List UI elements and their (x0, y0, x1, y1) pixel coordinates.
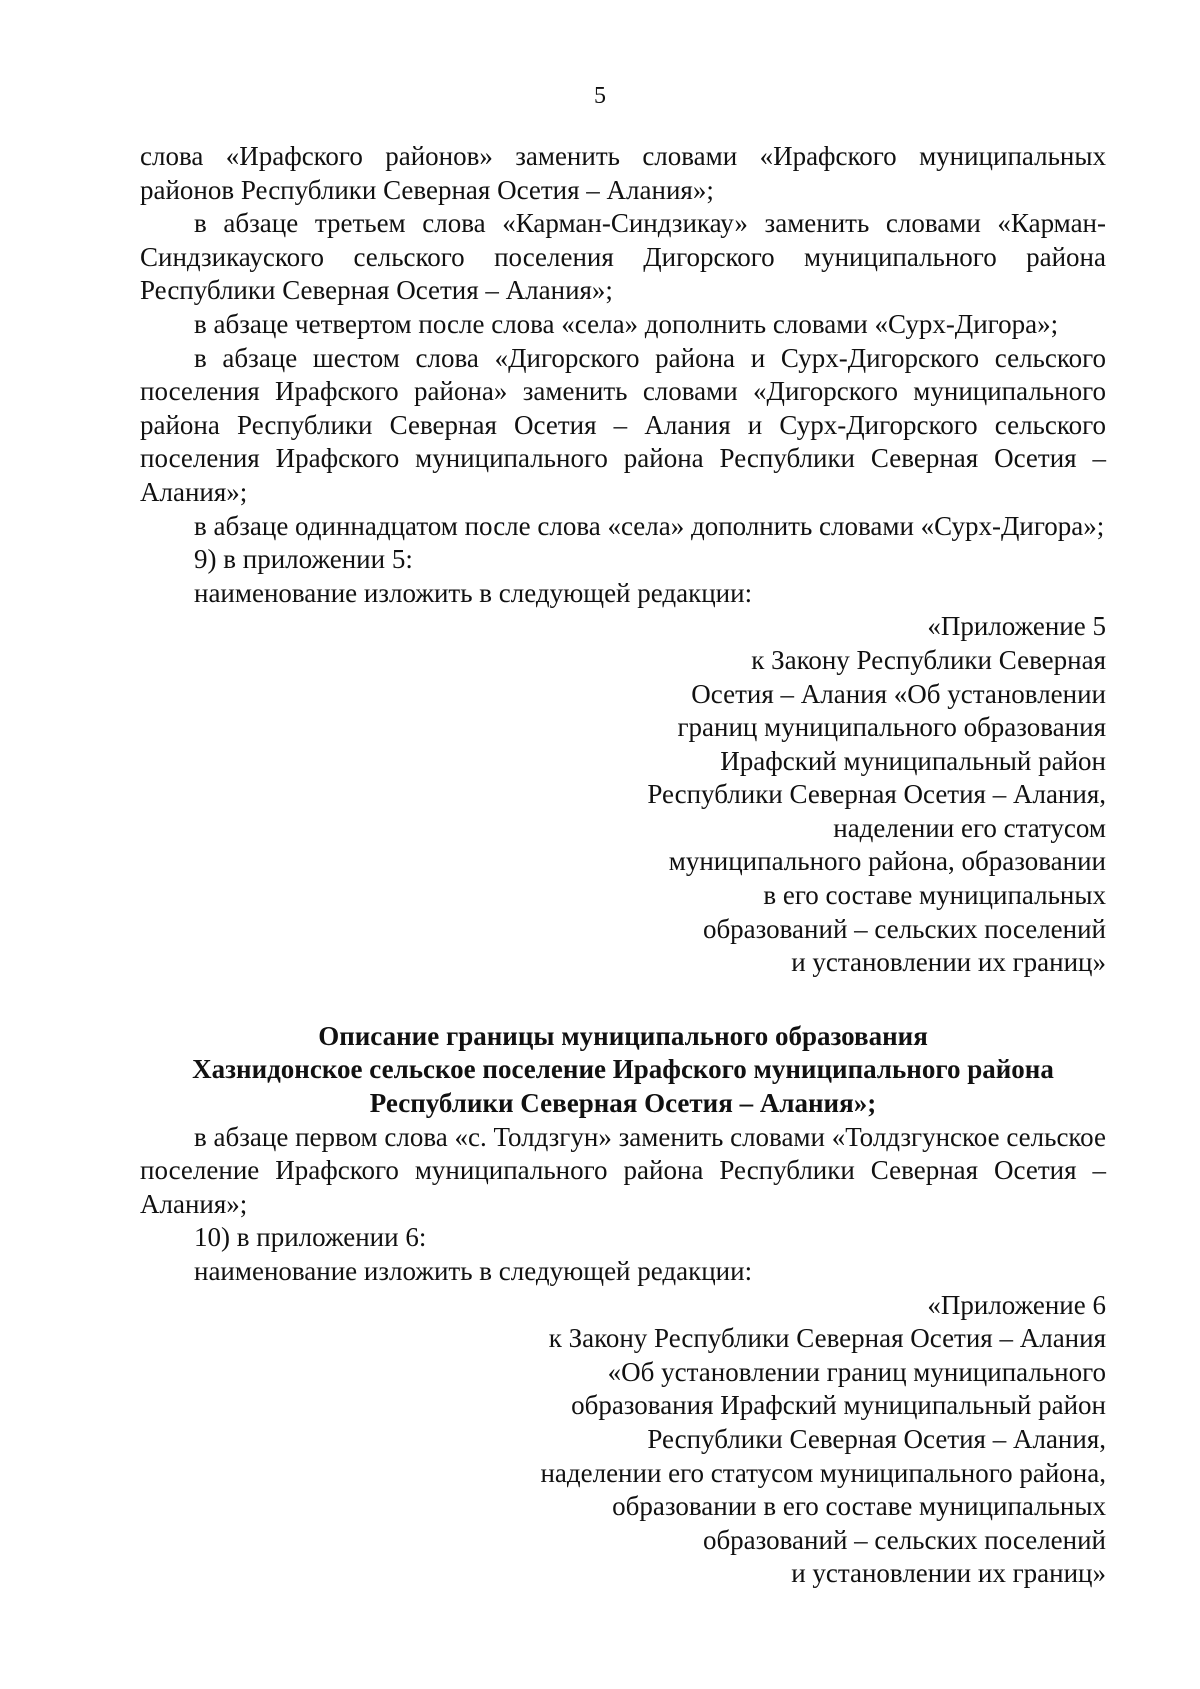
text-line: образований – сельских поселений (702, 1524, 1106, 1555)
attachment-5-title-block (140, 610, 1106, 980)
text-line: в его составе муниципальных (763, 880, 1106, 911)
section-heading (140, 1020, 1106, 1121)
paragraph: в абзаце третьем слова «Карман-Синдзикау» заменить словами «Карман-Синдзикауского сельского поселения Дигорского муниципального района Республики Северная Осетия – Алания»; (140, 208, 1106, 306)
paragraph: в абзаце четвертом после слова «села» дополнить словами «Сурх-Дигора»; (194, 308, 1059, 339)
text-line: Осетия – Алания «Об установлении (691, 678, 1106, 709)
text-line: к Закону Республики Северная (751, 644, 1106, 675)
paragraph: наименование изложить в следующей редакции: (194, 577, 753, 608)
paragraph: 10) в приложении 6: (194, 1222, 427, 1253)
text-line: образования Ирафский муниципальный район (571, 1390, 1106, 1421)
text-line: «Приложение 5 (927, 611, 1106, 642)
paragraph: слова «Ирафского районов» заменить словами «Ирафского муниципальных районов Республики Северная Осетия – Алания»; (140, 141, 1106, 205)
text-line: Республики Северная Осетия – Алания, (647, 779, 1106, 810)
text-line: Хазнидонское сельское поселение Ирафского муниципального района (192, 1054, 1054, 1085)
text-line: муниципального района, образовании (668, 846, 1106, 877)
text-line: Ирафский муниципальный район (720, 745, 1106, 776)
text-line: Республики Северная Осетия – Алания»; (369, 1088, 877, 1119)
text-line: образовании в его составе муниципальных (612, 1491, 1106, 1522)
attachment-6-title-block (140, 1289, 1106, 1591)
text-line: образований – сельских поселений (702, 913, 1106, 944)
text-line: к Закону Республики Северная Осетия – Алания (548, 1323, 1106, 1354)
text-line: Республики Северная Осетия – Алания, (647, 1423, 1106, 1454)
amendment-paragraphs-top (140, 140, 1106, 610)
text-line: наделении его статусом (833, 812, 1106, 843)
paragraph: в абзаце первом слова «с. Толдзгун» заменить словами «Толдзгунское сельское поселение Ирафского муниципального района Республики Северная Осетия – Алания»; (140, 1121, 1106, 1219)
text-line: и установлении их границ» (791, 1558, 1106, 1589)
text-line: Описание границы муниципального образования (318, 1020, 928, 1051)
amendment-paragraphs-middle (140, 1121, 1106, 1289)
text-line: границ муниципального образования (677, 712, 1106, 743)
paragraph: в абзаце одиннадцатом после слова «села» дополнить словами «Сурх-Дигора»; (194, 510, 1105, 541)
paragraph: наименование изложить в следующей редакции: (194, 1256, 753, 1286)
text-line: наделении его статусом муниципального района, (540, 1457, 1106, 1488)
text-line: «Об установлении границ муниципального (607, 1356, 1106, 1387)
document-body (140, 140, 1106, 1591)
page-number: 5 (594, 83, 606, 109)
text-line: и установлении их границ» (791, 947, 1106, 978)
paragraph: в абзаце шестом слова «Дигорского района и Сурх-Дигорского сельского поселения Ирафского района» заменить словами «Дигорского муниципального района Республики Северная Осетия – Алания и Сурх-Дигорского сельского поселения Ирафского муниципального района Республики Северная Осетия – Алания»; (140, 342, 1106, 507)
text-line: «Приложение 6 (927, 1289, 1106, 1320)
paragraph: 9) в приложении 5: (194, 544, 413, 575)
